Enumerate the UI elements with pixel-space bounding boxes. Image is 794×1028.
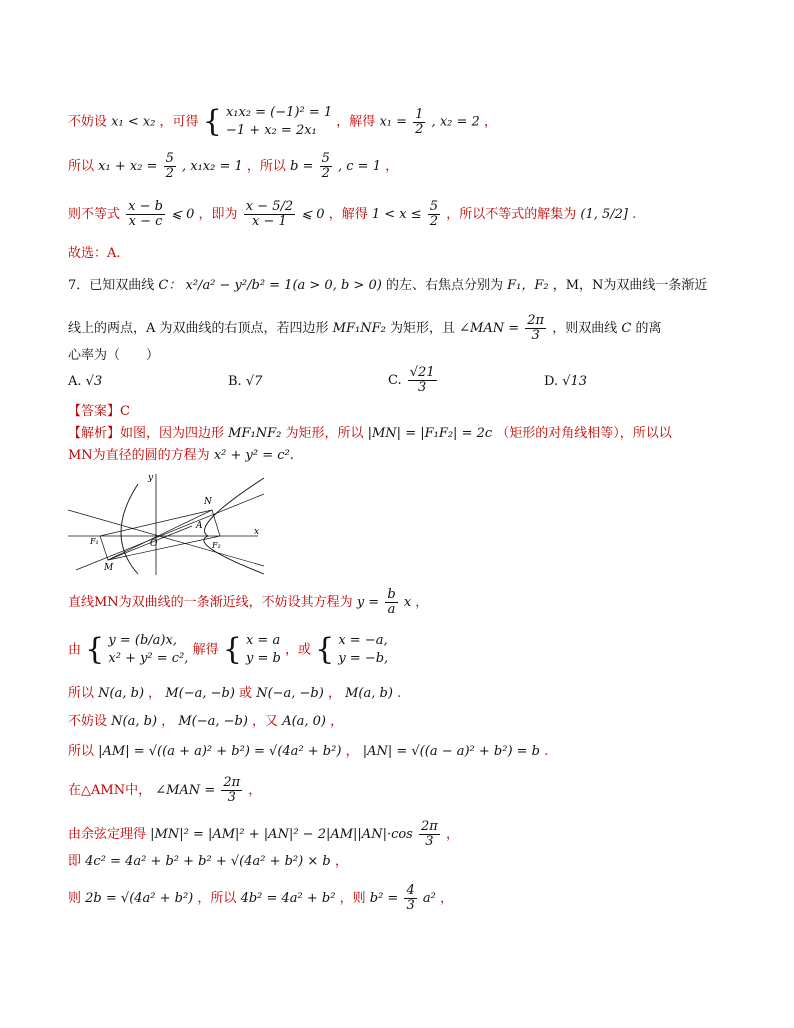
math: a² [422,891,436,906]
fraction [408,366,437,395]
text: 直线MN为双曲线的一条渐近线，不妨设其方程为 [68,595,353,610]
analysis-line-8 [68,776,261,805]
math: |AN| = √((a − a)² + b²) = b [362,744,541,759]
solution-line-2 [68,152,398,181]
text: ， [385,159,399,174]
text: . [544,744,549,759]
equation-system [338,632,388,668]
text: ， [334,854,348,869]
text: ， [248,783,262,798]
text: （矩形的对角线相等），所以以 [496,426,672,441]
label-o: O [150,539,158,549]
fraction [385,588,397,617]
numerator: 2π [421,819,438,834]
text: 由 [68,642,82,658]
text: 为矩形，且 [389,321,455,336]
math: x₁ = [379,114,408,130]
question-7-line-1 [68,276,707,296]
math: b² = [369,891,399,906]
numerator: b [387,587,396,602]
text: ，所以不等式的解集为 [446,207,577,222]
asymptote-2 [76,494,264,570]
math: N(a, b) [98,686,145,701]
math: MF₁NF₂ [332,321,386,336]
text: 7．已知双曲线 [68,278,155,293]
denominator: 2 [321,166,330,181]
math: x² + y² = c². [213,448,294,463]
option-label: D. [544,374,559,389]
math: C [621,321,632,336]
system-row: x = a [245,633,281,648]
numerator: 2π [223,775,241,790]
text: . [632,207,637,222]
math: |MN| = |F₁F₂| = 2c [367,426,493,441]
option-value: √13 [562,374,588,389]
diagonal [108,536,220,560]
math: (1, 5/2] [580,207,628,222]
numerator: 2π [527,313,545,328]
numerator: x − b [128,199,163,214]
numerator: 5 [429,199,439,214]
denominator: 3 [406,898,415,913]
math: , c = 1 [338,159,381,174]
numerator: 5 [321,151,330,166]
fraction [221,776,242,805]
text: 不妨设 [68,114,108,130]
label-y: y [148,473,154,483]
math: N(−a, −b) [256,686,324,701]
math: A(a, 0) [282,714,327,729]
text: 不妨设 [68,714,108,729]
math: N(a, b) [111,714,158,729]
left-brace: { [315,632,335,667]
analysis-line-2 [68,446,294,466]
choice-line: 故选：A. [68,246,121,261]
text: ， [483,114,497,130]
label-a: A [196,521,203,531]
math: x₁ + x₂ = [98,159,158,174]
fraction [525,314,546,343]
analysis-line-6 [68,712,343,732]
analysis-line-9 [68,820,459,849]
text: 线上的两点，A 为双曲线的右顶点，若四边形 [68,321,329,336]
text: ， [415,595,429,610]
option-label: B. [228,374,242,389]
left-brace: { [85,632,105,667]
math: ∠MAN = [459,321,520,336]
system-row: x = −a, [338,633,388,648]
analysis-line-5 [68,684,401,704]
analysis-line-11 [68,884,453,913]
denominator: 2 [415,121,424,137]
fraction [419,820,440,849]
analysis-line-10 [68,852,348,872]
math: 4c² = 4a² + b² + b² + √(4a² + b²) × b [85,854,331,869]
text: 所以 [68,159,95,174]
analysis-line-1 [68,424,672,444]
question-7-line-3: 心率为（ ） [68,348,160,363]
denominator: x − 1 [252,214,287,229]
numerator: 4 [406,883,415,898]
option-label: A. [68,374,82,389]
math: MF₁NF₂ [228,426,282,441]
math: x [403,595,412,610]
math: y = [356,595,380,610]
text: ，或 [284,642,311,658]
left-brace: { [202,104,222,139]
math: M(a, b) [345,686,393,701]
system-row: x² + y² = c², [108,651,189,666]
text: ，则双曲线 [552,321,618,336]
denominator: 3 [418,380,427,395]
denominator: 3 [425,834,434,849]
math: M(−a, −b) [165,686,235,701]
math: 2b = √(4a² + b²) [85,891,194,906]
text: ，M，N为双曲线一条渐近 [552,278,708,293]
option-value: √3 [85,374,103,389]
text: 解得 [192,642,219,658]
fraction [126,200,165,229]
answer-line: 【答案】C [68,404,130,419]
label-m: M [104,563,114,573]
numerator: 5 [165,151,174,166]
analysis-line-4 [68,632,388,668]
math: ⩽ 0 [171,207,195,222]
math: 1 < x ≤ [371,207,422,222]
option-d [544,374,587,389]
system-row: y = −b, [338,651,389,666]
text: 即 [68,854,82,869]
text: 则 [68,891,82,906]
text: MN为直径的圆的方程为 [68,448,210,463]
text: ，可得 [159,114,199,130]
solution-line-1 [68,104,497,140]
math: x₁ < x₂ [111,114,156,130]
equation-system [108,632,188,668]
text: 所以 [68,686,95,701]
fraction [413,108,425,137]
text: 所以 [68,744,95,759]
text: ，所以 [246,159,286,174]
label-n: N [204,497,212,507]
question-7-line-2 [68,314,662,343]
system-row: x₁x₂ = (−1)² = 1 [225,105,333,120]
text: ， [330,714,344,729]
analysis-line-3 [68,588,428,617]
text: ， [345,744,359,759]
text: 的离 [635,321,662,336]
option-c [388,366,439,395]
fraction [428,200,440,229]
left-brace: { [222,632,242,667]
fraction [404,884,416,913]
denominator: 2 [429,214,439,229]
fraction [244,200,295,229]
text: ，则 [339,891,366,906]
text: 由余弦定理得 [68,827,147,842]
denominator: 2 [165,166,174,181]
math: ⩽ 0 [301,207,325,222]
denominator: a [387,602,396,617]
text: 或 [239,686,253,701]
text: ，又 [252,714,279,729]
numerator: √21 [409,365,435,380]
text: 在△AMN中， [68,783,152,798]
text: ，解得 [328,207,368,222]
system-row: −1 + x₂ = 2x₁ [225,123,317,138]
math: , x₂ = 2 [431,114,480,130]
text: . [397,686,402,701]
hyperbola-figure [68,470,268,580]
right-branch [204,478,264,574]
text: 【解析】如图，因为四边形 [68,426,225,441]
text: ， [439,891,453,906]
text: ，即为 [198,207,238,222]
math: C： [158,278,182,293]
math: |AM| = √((a + a)² + b²) = √(4a² + b²) [98,744,342,759]
analysis-line-7 [68,742,548,762]
math: b = [290,159,314,174]
text: ， [327,686,341,701]
option-a [68,374,102,389]
text: 的左、右焦点分别为 [385,278,503,293]
solution-line-3 [68,200,636,229]
system-row: y = (b/a)x, [108,633,177,648]
math: x²/a² − y²/b² = 1(a > 0, b > 0) [185,278,382,293]
math: ∠MAN = [155,783,216,798]
rectangle [100,510,220,560]
math: , x₁x₂ = 1 [182,159,243,174]
denominator: x − c [128,214,163,229]
fraction [164,152,176,181]
system-row: y = b [245,651,281,666]
numerator: 1 [415,106,424,122]
option-b [228,374,262,389]
text: ， [445,827,459,842]
text: ，所以 [197,891,237,906]
text: 则不等式 [68,207,121,222]
math: F₁，F₂ [507,278,549,293]
math: |MN|² = |AM|² + |AN|² − 2|AM||AN|·cos [150,827,413,842]
text: 为矩形，所以 [285,426,364,441]
text: ，解得 [336,114,376,130]
text: ， [161,714,175,729]
option-label: C. [388,373,402,388]
text: ， [148,686,162,701]
fraction [320,152,332,181]
equation-system [226,104,332,140]
option-value: √7 [245,374,263,389]
math: 4b² = 4a² + b² [240,891,336,906]
label-f1: F₁ [90,537,99,546]
denominator: 3 [227,790,236,805]
label-f2: F₂ [212,541,221,550]
label-x: x [254,527,260,537]
equation-system [246,632,281,668]
numerator: x − 5/2 [245,199,294,214]
math: M(−a, −b) [178,714,248,729]
denominator: 3 [531,328,540,343]
